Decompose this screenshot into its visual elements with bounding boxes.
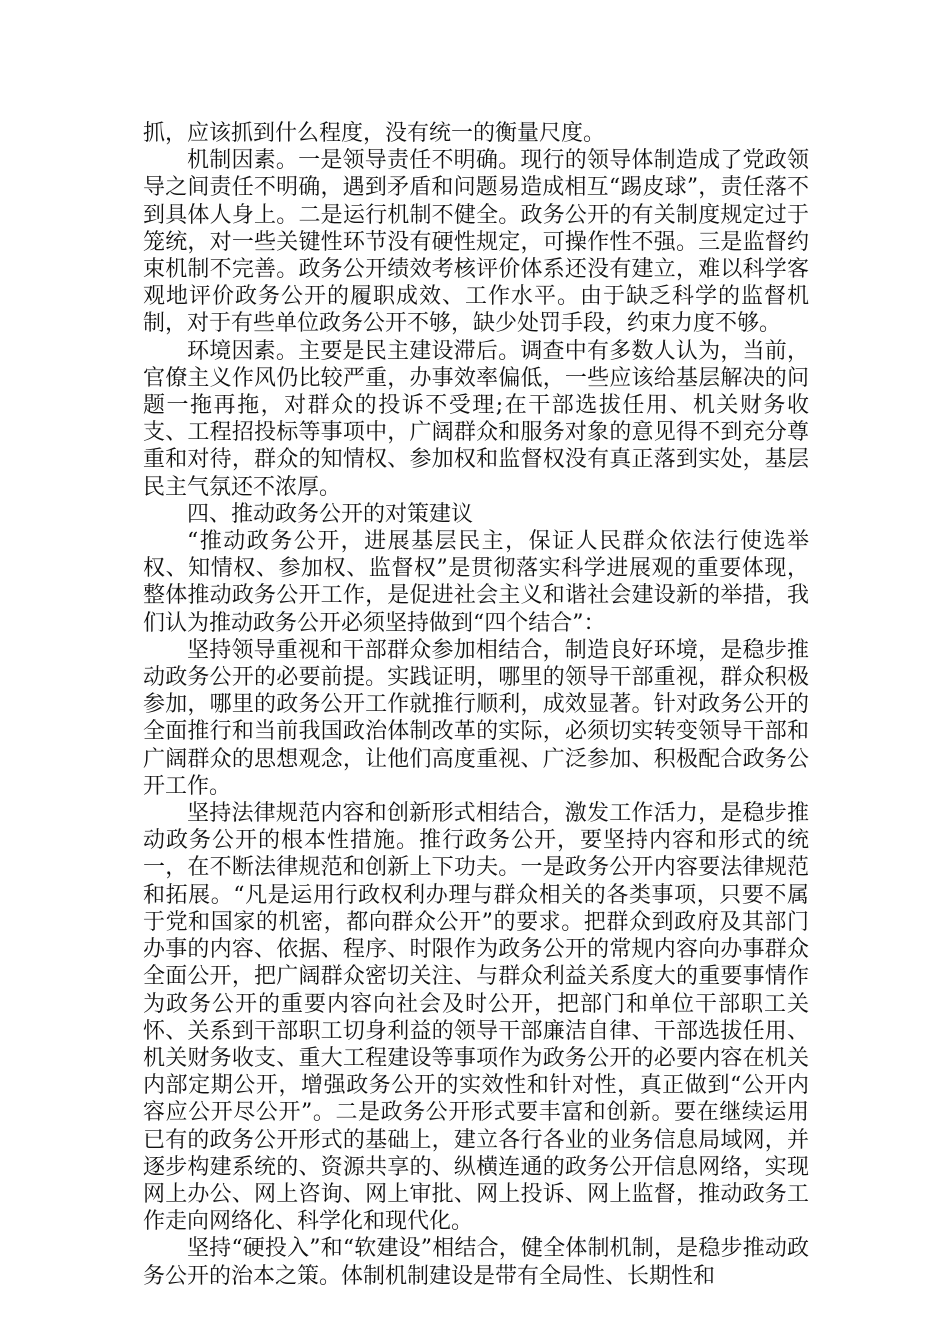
section-heading: 四、推动政务公开的对策建议 <box>187 501 474 527</box>
paragraph-mechanism-factors: 机制因素。一是领导责任不明确。现行的领导体制造成了党政领导之间责任不明确，遇到矛盾和问题易造成相互“踢皮球”，责任落不到具体人身上。二是运行机制不健全。政务公开的有关制度规定过于笼统，对一些关键性环节没有硬性规定，可操作性不强。三是监督约束机制不完善。政务公开绩效考核评价体系还没有建立，难以科学客观地评价政务公开的履职成效、工作水平。由于缺乏科学的监督机制，对于有些单位政务公开不够，缺少处罚手段，约束力度不够。 <box>143 148 809 337</box>
paragraph-continuation: 抓，应该抓到什么程度，没有统一的衡量尺度。 <box>143 121 606 146</box>
paragraph-introduction: “推动政务公开，进展基层民主，保证人民群众依法行使选举权、知情权、参加权、监督权”是贯彻落实科学进展观的重要体现，整体推动政务公开工作，是促进社会主义和谐社会建设新的举措，我们认为推动政务公开必须坚持做到“四个结合”： <box>143 529 809 636</box>
paragraph-point-two: 坚持法律规范内容和创新形式相结合，激发工作活力，是稳步推动政务公开的根本性措施。推行政务公开，要坚持内容和形式的统一，在不断法律规范和创新上下功夫。一是政务公开内容要法律规范和拓展。“凡是运用行政权利办理与群众相关的各类事项，只要不属于党和国家的机密，都向群众公开”的要求。把群众到政府及其部门办事的内容、依据、程序、时限作为政务公开的常规内容向办事群众全面公开，把广阔群众密切关注、与群众利益关系度大的重要事情作为政务公开的重要内容向社会及时公开，把部门和单位干部职工关怀、关系到干部职工切身利益的领导干部廉洁自律、干部选拔任用、机关财务收支、重大工程建设等事项作为政务公开的必要内容在机关内部定期公开，增强政务公开的实效性和针对性，真正做到“公开内容应公开尽公开”。二是政务公开形式要丰富和创新。要在继续运用已有的政务公开形式的基础上，建立各行各业的业务信息局域网，并逐步构建系统的、资源共享的、纵横连通的政务公开信息网络，实现网上办公、网上咨询、网上审批、网上投诉、网上监督，推动政务工作走向网络化、科学化和现代化。 <box>143 801 809 1235</box>
document-body <box>143 120 809 1290</box>
paragraph-environment-factors: 环境因素。主要是民主建设滞后。调查中有多数人认为，当前，官僚主义作风仍比较严重，办事效率偏低，一些应该给基层解决的问题一拖再拖，对群众的投诉不受理;在干部选拔任用、机关财务收支、工程招投标等事项中，广阔群众和服务对象的意见得不到充分尊重和对待，群众的知情权、参加权和监督权没有真正落到实处，基层民主气氛还不浓厚。 <box>143 338 809 500</box>
paragraph-point-one: 坚持领导重视和干部群众参加相结合，制造良好环境，是稳步推动政务公开的必要前提。实践证明，哪里的领导干部重视，群众积极参加，哪里的政务公开工作就推行顺利，成效显著。针对政务公开的全面推行和当前我国政治体制改革的实际，必须切实转变领导干部和广阔群众的思想观念，让他们高度重视、广泛参加、积极配合政务公开工作。 <box>143 637 809 799</box>
paragraph-point-three: 坚持“硬投入”和“软建设”相结合，健全体制机制，是稳步推动政务公开的治本之策。体制机制建设是带有全局性、长期性和 <box>143 1236 809 1289</box>
